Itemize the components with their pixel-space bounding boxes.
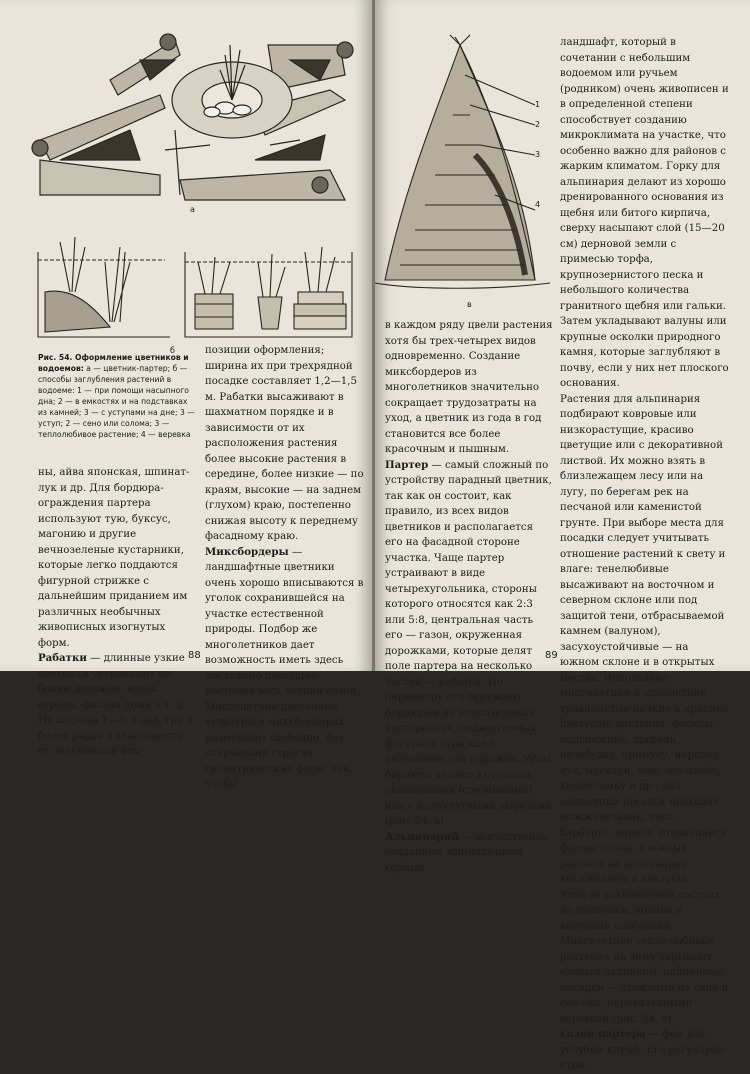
left-page: [0, 0, 372, 790]
figure-label-b: б: [170, 346, 175, 355]
figure-number-1: 1: [535, 100, 541, 109]
figure-label-a: а: [190, 205, 195, 214]
mixborder-text-2: Многолетние цветочные культуры в миксбордерах размещают свободно, без сохранения строгих геометрических форм, так, чтобы: [205, 701, 353, 790]
alpinary-text: — искусственно созданный миниатюрный горный: [385, 831, 549, 874]
water-planting-illustration: [0, 222, 372, 342]
caption-extra: 3 — уступ; 2 — сено или солома; 3 — теплолюбивое растение; 4 — веревка: [38, 408, 195, 439]
alpinary-plants: Растения для альпинария подбирают ковровые или низкорастущие, красиво цветущие или с декоративной листвой. Их можно взять в близлежащем лесу или на лугу, по берегам рек на песчаной или каменистой грунте. При выборе места для посадки следует учитывать отношение растений к свету и влаге: тенелюбивые высаживают на восточном и северном склоне или под защитой тени, отбрасываемой камнем (валуном), засухоустойчивые — на южном склоне и в открытых местах. Используют многолетние и однолетние травянистые низкие и красиво цветущие растения: флоксы, подснежник, шафран, незабудку, примулу, нарцисс, лук, мускари, мак, эдельвейс, камнеломку и др.; для одиночных посадок подходят можжевельник, тисс, барбарис, вереск, стелющиеся формы сосны, в южных районах на альпинарии высаживают и кактусы.: [560, 393, 728, 885]
page-number-left: 88: [188, 650, 201, 661]
alpinary-continued: ландшафт, который в сочетании с небольшим водоемом или ручьем (родником) очень живописен и в определенной степени способствует созданию микроклимата на участке, что особенно важно для районов с жарким климатом. Горку для альпинария делают из хорошо дренированного основания из щебня или битого кирпича, сверху насыпают слой (15—20 см) дерновой земли с примесью торфа, крупнозернистого песка и небольшого количества гранитного щебня или гальки. Затем укладывают валуны или крупные осколки природного камня, которые заглубляют в почву, если у них нет плоского основания.: [560, 37, 729, 389]
parter-heading: Партер: [385, 458, 429, 471]
parter-text: — самый сложный по устройству парадный цветник, так как он состоит, как правило, из всех видов цветников и располагается его на фасадной стороне участка. Чаще партер устраивают в виде четырехугольника, стороны которого относятся как 2:3 или 5:8, центральная часть его — газон, окруженная дорожками, которые делят поле партера на несколько частей — рабаток. По периметру его окружают бордюром из вечнозеленых кустарников, подвергаемых фигурной стрижке с разрывами для дорожек. Углы бордюра делают круглыми, скошенными (срезанными) или с полукруглыми вырезами (рис. 54, а).: [385, 459, 553, 827]
mixborder-text: — ландшафтные цветники очень хорошо вписываются в уголок сохранившейся на участке естественной природы. Подбор же многолетников дает возможность иметь здесь постоянно цветущие растения весь летний сезон.: [205, 546, 364, 697]
caption-body: а — цветник-партер; б — способы заглубления растений в водоеме: 1 — при помощи насыпного дна; 2 — в емкостях и на подставках из камней; 3 — с уступами на дне;: [38, 364, 189, 417]
right-column: [560, 35, 730, 1074]
mixborder-continued: в каждом ряду цвели растения хотя бы трех-четырех видов одновременно. Создание миксбордеров из многолетников значительно сокращает трудозатраты на уход, а цветник из года в год становится все более красочным и пышным.: [385, 320, 553, 455]
mixborder-heading: Миксбордеры: [205, 545, 289, 558]
gazon-text: — фон для углубых клумб. Его регулярно стри-: [560, 1029, 725, 1071]
alpinary-care: Уход за альпинарием состоит из прополки, полива и внесения удобрений. Многолетние теплолюбивые растения на зиму укрывают еловым лапником, одиночные посадки — стожками из сена и соломы, перевязанными веревкой (рис. 54, в).: [560, 889, 729, 1025]
left-column-right-page: [385, 318, 553, 876]
left-column-text: ны, айва японская, шпинат-лук и др. Для бордюра-ограждения партера используют тую, буксус, магонию и другие вечнозеленые кустарники, которые легко поддаются фигурной стрижке с дальнейшим приданием им различных необычных живописных изогнутых форм.: [38, 467, 190, 649]
figure-number-2: 2: [535, 120, 541, 129]
gazon-heading: Газон партера: [560, 1028, 646, 1040]
rabatki-heading: Рабатки: [38, 652, 87, 664]
right-page: [375, 0, 750, 1071]
figure-label-v: в: [467, 300, 472, 309]
figure-caption: [38, 352, 196, 440]
left-column: [38, 465, 198, 760]
figure-number-3: 3: [535, 150, 541, 159]
rabatki-continued: позиции оформления; ширина их при трехрядной посадке составляет 1,2—1,5 м. Рабатки высаживают в шахматном порядке и в зависимости от их расположения растения более высокие растения в середине, более низкие — по краям, высокие — на заднем (глухом) краю, постепенно снижая высоту к переднему фасадному краю.: [205, 345, 364, 542]
page-number-right: 89: [545, 650, 558, 661]
plant-shelter-illustration: [375, 35, 555, 300]
parterre-illustration: [0, 0, 372, 215]
rabatki-text: — длинные узкие цветники устраивают по бокам дорожек, вдоль ограды, фасада дома и т. д. Их ширина 1—3, в два, три и более рядов в зависимости от задуманной ком-: [38, 653, 194, 757]
figure-number-4: 4: [535, 200, 541, 209]
caption-head: Рис. 54. Оформление цветников и водоемов:: [38, 353, 189, 373]
left-page-right-column: [205, 343, 365, 793]
alpinary-heading: Альпинарий: [385, 830, 459, 843]
